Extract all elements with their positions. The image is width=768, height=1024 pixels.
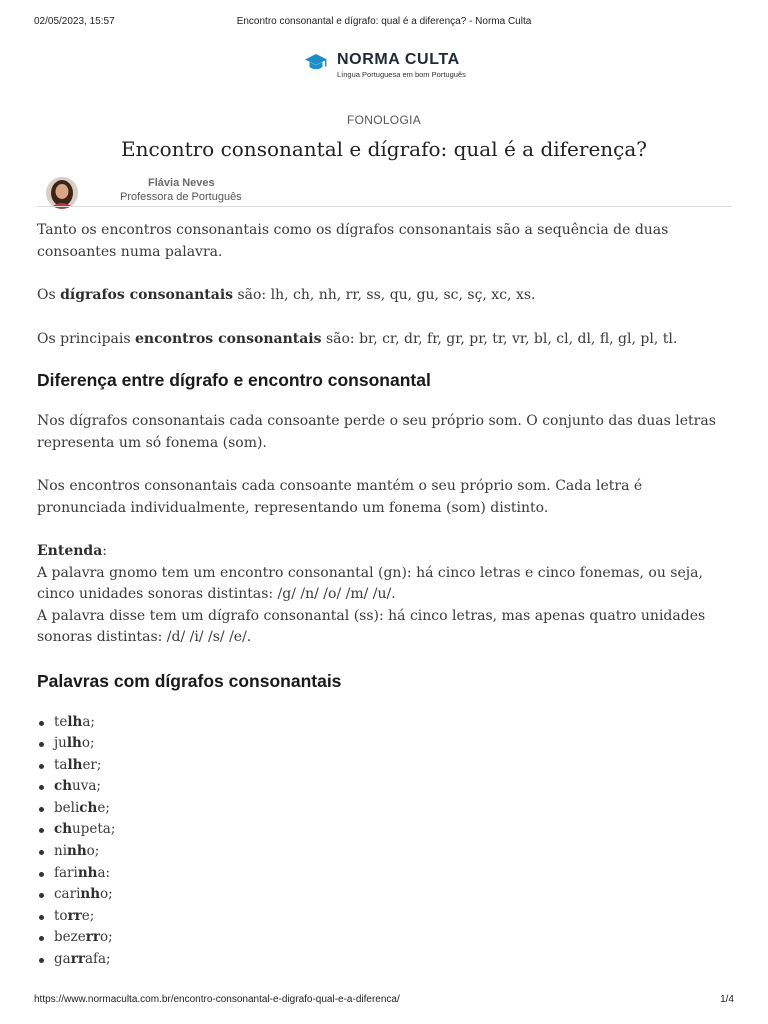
list-item <box>37 819 732 841</box>
print-footer <box>34 994 734 1008</box>
digrafos-paragraph <box>37 285 732 307</box>
word-part: o; <box>81 735 95 752</box>
list-item <box>37 733 732 755</box>
list-item <box>37 906 732 928</box>
word-part: uva; <box>72 778 101 795</box>
word-part: cari <box>54 886 81 903</box>
section-heading-palavras: Palavras com dígrafos consonantais <box>37 670 342 691</box>
word-part: o; <box>86 843 100 860</box>
entenda-colon: : <box>102 543 107 559</box>
word-digraph: lh <box>67 756 83 773</box>
intro-paragraph: Tanto os encontros consonantais como os dígrafos consonantais são a sequência de duas consoantes numa palavra. <box>37 222 669 260</box>
word-digraph: nh <box>77 864 98 881</box>
divider <box>37 206 732 207</box>
word-part: ju <box>54 735 67 752</box>
digrafos-list: são: lh, ch, nh, rr, ss, qu, gu, sc, sç, xc, xs. <box>233 287 536 303</box>
word-digraph: lh <box>67 713 83 730</box>
list-item <box>37 927 732 949</box>
word-part: o; <box>99 929 113 946</box>
word-part: ga <box>54 951 71 968</box>
word-digraph: rr <box>70 951 85 968</box>
author-role: Professora de Português <box>120 191 242 203</box>
word-part: upeta; <box>72 821 116 838</box>
encontros-list: são: br, cr, dr, fr, gr, pr, tr, vr, bl, cl, dl, fl, gl, pl, tl. <box>321 330 678 347</box>
word-part: to <box>54 907 68 924</box>
list-item <box>37 776 732 798</box>
article-body <box>37 220 732 971</box>
encontros-term: encontros consonantais <box>135 330 322 347</box>
word-digraph: ch <box>79 799 98 816</box>
word-digraph: rr <box>85 929 100 946</box>
list-item <box>37 863 732 885</box>
word-digraph: nh <box>67 843 87 860</box>
word-digraph: ch <box>54 778 73 795</box>
word-part: fari <box>54 864 78 881</box>
article-title: Encontro consonantal e dígrafo: qual é a diferença? <box>120 137 648 161</box>
word-digraph: nh <box>80 886 101 903</box>
encontro-explanation: Nos encontros consonantais cada consoante mantém o seu próprio som. Cada letra é pronunciada individualmente, representando um fonema (som) distinto. <box>37 478 643 516</box>
encontros-prefix: Os principais <box>37 330 135 347</box>
list-item <box>37 712 732 734</box>
article-category[interactable]: FONOLOGIA <box>346 113 422 127</box>
list-item <box>37 884 732 906</box>
print-header <box>34 16 734 30</box>
word-part: e; <box>97 799 110 816</box>
word-part: ta <box>54 756 68 773</box>
page-url[interactable]: https://www.normaculta.com.br/encontro-consonantal-e-digrafo-qual-e-a-diferenca/ <box>34 994 400 1005</box>
site-logo[interactable] <box>304 50 474 84</box>
word-digraph: lh <box>66 735 82 752</box>
word-part: te <box>54 713 68 730</box>
word-part: ni <box>54 843 68 860</box>
list-item <box>37 949 732 971</box>
list-item <box>37 841 732 863</box>
section-heading-diferenca: Diferença entre dígrafo e encontro consonantal <box>37 370 431 390</box>
digrafo-explanation: Nos dígrafos consonantais cada consoante perde o seu próprio som. O conjunto das duas letras representa um só fonema (som). <box>37 413 716 451</box>
print-page-title: Encontro consonantal e dígrafo: qual é a diferença? - Norma Culta <box>236 16 532 27</box>
list-item <box>37 755 732 777</box>
print-datetime: 02/05/2023, 15:57 <box>34 16 115 27</box>
word-part: er; <box>82 756 102 773</box>
digrafos-prefix: Os <box>37 287 61 303</box>
page-number: 1/4 <box>720 994 734 1005</box>
word-digraph: rr <box>67 907 82 924</box>
word-list <box>37 712 732 971</box>
example-gnomo: A palavra gnomo tem um encontro consonantal (gn): há cinco letras e cinco fonemas, ou seja, cinco unidades sonoras distintas: /g/ /n/ /o/ /m/ /u/. <box>37 564 703 602</box>
word-part: e; <box>81 907 95 924</box>
word-part: beze <box>54 929 86 946</box>
graduation-cap-icon <box>304 53 328 73</box>
logo-name: NORMA CULTA <box>337 51 460 68</box>
encontros-paragraph <box>37 329 732 351</box>
word-part: o; <box>100 886 113 903</box>
logo-tagline: Língua Portuguesa em bom Português <box>337 70 466 79</box>
author-block <box>46 177 346 209</box>
word-part: a: <box>97 864 111 881</box>
entenda-line <box>37 541 732 563</box>
word-part: beli <box>54 799 80 816</box>
word-part: a; <box>82 713 95 730</box>
avatar <box>46 177 78 209</box>
author-name[interactable]: Flávia Neves <box>148 177 215 189</box>
word-part: afa; <box>84 951 111 968</box>
example-disse: A palavra disse tem um dígrafo consonantal (ss): há cinco letras, mas apenas quatro unidades sonoras distintas: /d/ /i/ /s/ /e/. <box>37 607 706 645</box>
word-digraph: ch <box>54 821 73 838</box>
digrafos-term: dígrafos consonantais <box>60 287 234 303</box>
entenda-label: Entenda <box>37 543 103 559</box>
list-item <box>37 798 732 820</box>
